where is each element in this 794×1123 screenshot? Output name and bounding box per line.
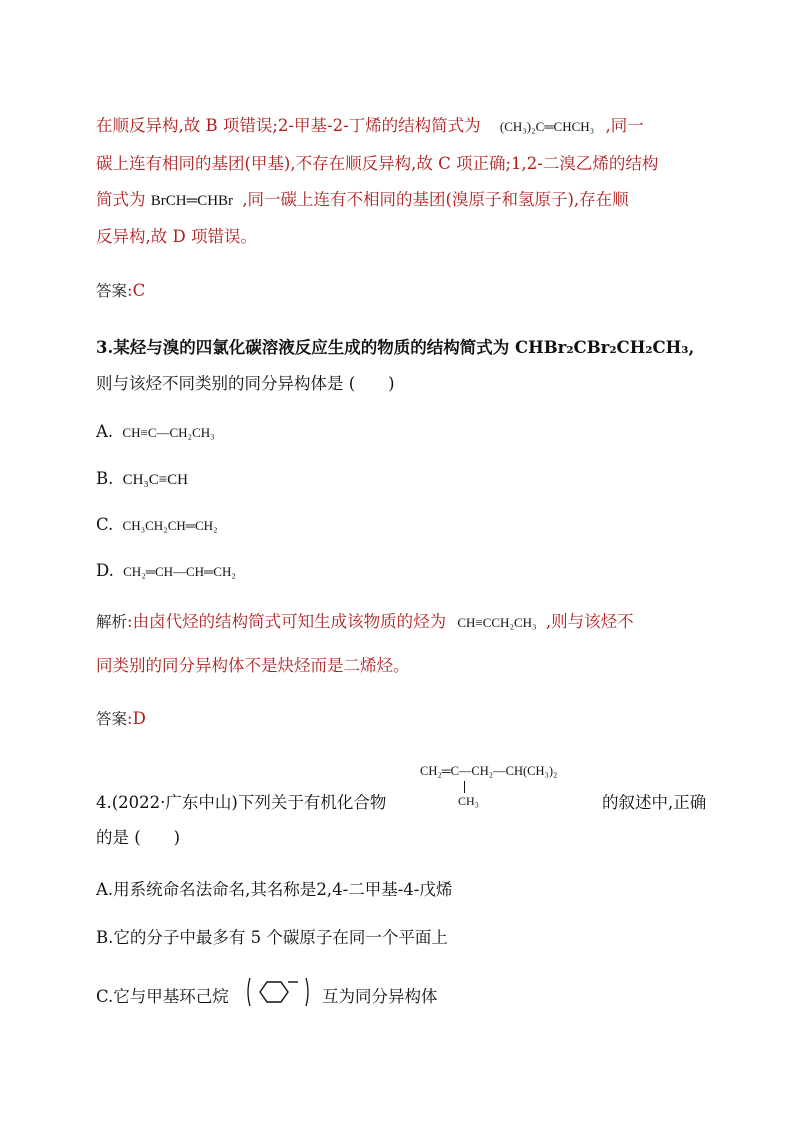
branch-bond	[464, 781, 465, 793]
explanation-line-1	[96, 116, 644, 137]
explanation-line-4: 反异构,故 D 项错误。	[96, 227, 257, 246]
q4-stem-text: 4.(2022·广东中山)下列关于有机化合物	[96, 793, 387, 812]
option-formula: CH≡C—CH₂CH₃	[122, 425, 215, 440]
formula-main-chain: CH₂═C—CH₂—CH(CH₃)₂	[420, 764, 558, 778]
explanation-label: 解析	[96, 613, 128, 631]
answer-label: 答案	[96, 282, 128, 300]
q4-stem-text-right: 的叙述中,正确	[602, 793, 707, 812]
answer-value: :C	[127, 281, 146, 300]
q4-option-a: A.用系统命名法命名,其名称是2,4-二甲基-4-戊烯	[96, 880, 453, 899]
q3-stem-line-2: 则与该烃不同类别的同分异构体是 ( )	[96, 374, 395, 393]
explanation-text: ,同一碳上连有不相同的基团(溴原子和氢原子),存在顺	[242, 190, 629, 209]
q4-option-c-tail: 互为同分异构体	[322, 987, 438, 1006]
explanation-text: ,同一	[605, 116, 644, 135]
explanation-text: :由卤代烃的结构简式可知生成该物质的烃为	[127, 612, 447, 631]
explanation-line-3	[96, 190, 629, 211]
explanation3-line-1	[96, 612, 634, 633]
answer-c	[96, 281, 145, 301]
formula-dibromoethene: BrCH═CHBr	[150, 193, 234, 209]
q4-option-c-text: C.它与甲基环己烷	[96, 987, 229, 1006]
answer-d	[96, 709, 146, 729]
methylcyclohexane-icon	[244, 972, 314, 1012]
q3-option-b	[96, 469, 188, 490]
answer-label: 答案	[96, 710, 128, 728]
q3-option-c	[96, 515, 218, 536]
formula-2-methyl-2-butene: (CH₃)₂C═CHCH₃	[499, 119, 595, 134]
answer-value: :D	[127, 709, 146, 728]
explanation-text: 简式为	[96, 190, 146, 209]
q3-option-d	[96, 561, 236, 582]
explanation3-line-2: 同类别的同分异构体不是炔烃而是二烯烃。	[96, 656, 410, 675]
option-letter: A.	[96, 422, 114, 441]
option-letter: B.	[96, 469, 114, 488]
q3-stem-line-1: 3.某烃与溴的四氯化碳溶液反应生成的物质的结构简式为 CHBr₂CBr₂CH₂CH₃,	[96, 338, 695, 357]
q3-option-a	[96, 422, 215, 443]
option-formula: CH₃CH₂CH═CH₂	[122, 518, 218, 533]
q4-stem-line-1	[96, 793, 386, 813]
formula-branch: CH₃	[458, 794, 479, 808]
explanation-line-2: 碳上连有相同的基团(甲基),不存在顺反异构,故 C 项正确;1,2-二溴乙烯的结构	[96, 154, 659, 173]
q4-stem-line-2: 的是 ( )	[96, 828, 181, 847]
explanation-text: 在顺反异构,故 B 项错误;2-甲基-2-丁烯的结构简式为	[96, 116, 481, 135]
option-letter: D.	[96, 561, 114, 580]
option-formula: CH₂═CH—CH═CH₂	[123, 564, 236, 579]
formula-1-butyne: CH≡CCH₂CH₃	[457, 615, 537, 630]
q4-option-b: B.它的分子中最多有 5 个碳原子在同一个平面上	[96, 928, 448, 947]
option-letter: C.	[96, 515, 114, 534]
q4-option-c	[96, 987, 229, 1007]
explanation-text: ,则与该烃不	[545, 612, 634, 631]
option-formula: CH₃C≡CH	[122, 472, 188, 488]
